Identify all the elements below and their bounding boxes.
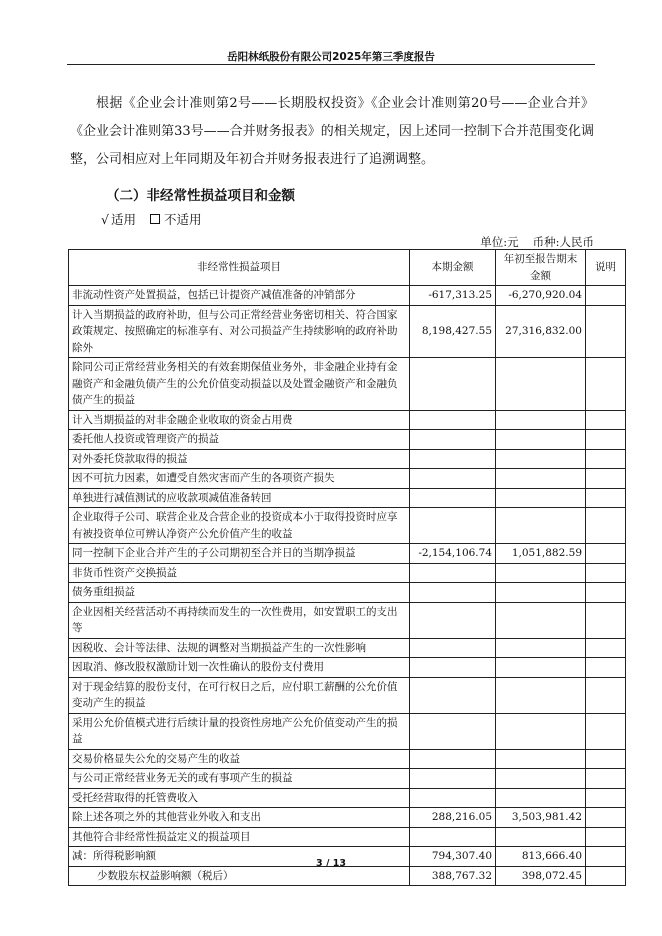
current-amount-cell: 8,198,427.55 [410, 305, 496, 358]
note-cell [586, 658, 626, 678]
current-amount-cell [410, 602, 496, 638]
current-amount-cell [410, 358, 496, 411]
page-number: 3 / 13 [316, 858, 346, 869]
note-cell [586, 469, 626, 489]
current-amount-cell: 388,767.32 [410, 866, 496, 886]
ytd-amount-cell [496, 749, 586, 769]
table-row [69, 563, 626, 583]
table-row [69, 286, 626, 306]
ytd-amount-cell [496, 638, 586, 658]
item-name-cell: 非货币性资产交换损益 [69, 563, 410, 583]
applicability-options [101, 210, 202, 228]
report-header-title: 岳阳林纸股份有限公司2025年第三季度报告 [227, 51, 435, 63]
ytd-amount-cell: 813,666.40 [496, 847, 586, 867]
note-cell [586, 583, 626, 603]
item-name-cell: 因税收、会计等法律、法规的调整对当期损益产生的一次性影响 [69, 638, 410, 658]
unit-label: 单位:元 [480, 235, 519, 249]
item-name-cell: 非流动性资产处置损益，包括已计提资产减值准备的冲销部分 [69, 286, 410, 306]
currency-label: 币种:人民币 [532, 235, 594, 249]
ytd-amount-cell: -6,270,920.04 [496, 286, 586, 306]
ytd-amount-cell [496, 827, 586, 847]
table-row [69, 544, 626, 564]
current-amount-cell: -617,313.25 [410, 286, 496, 306]
ytd-amount-cell: 398,072.45 [496, 866, 586, 886]
note-cell [586, 449, 626, 469]
table-row [69, 583, 626, 603]
table-row [69, 677, 626, 713]
current-amount-cell: -2,154,106.74 [410, 544, 496, 564]
current-amount-cell [410, 563, 496, 583]
header-item: 非经常性损益项目 [69, 250, 410, 286]
item-name-cell: 因取消、修改股权激励计划一次性确认的股份支付费用 [69, 658, 410, 678]
applicable-option [101, 210, 136, 228]
table-row [69, 658, 626, 678]
current-amount-cell [410, 410, 496, 430]
item-name-cell: 同一控制下企业合并产生的子公司期初至合并日的当期净损益 [69, 544, 410, 564]
ytd-amount-cell: 1,051,882.59 [496, 544, 586, 564]
not-applicable-option [150, 210, 202, 228]
ytd-amount-cell [496, 563, 586, 583]
item-name-cell: 对于现金结算的股份支付，在可行权日之后，应付职工薪酬的公允价值变动产生的损益 [69, 677, 410, 713]
ytd-amount-cell [496, 769, 586, 789]
note-cell [586, 602, 626, 638]
note-cell [586, 638, 626, 658]
header-divider [67, 64, 595, 65]
note-cell [586, 827, 626, 847]
current-amount-cell [410, 677, 496, 713]
check-mark-icon: √ [101, 211, 109, 227]
table-row [69, 358, 626, 411]
item-name-cell: 计入当期损益的对非金融企业收取的资金占用费 [69, 410, 410, 430]
table-body [69, 286, 626, 886]
item-name-cell: 少数股东权益影响额（税后） [69, 866, 410, 886]
note-cell [586, 769, 626, 789]
item-name-cell: 企业因相关经营活动不再持续而发生的一次性费用，如安置职工的支出等 [69, 602, 410, 638]
header-current-amount: 本期金额 [410, 250, 496, 286]
ytd-amount-cell [496, 602, 586, 638]
note-cell [586, 713, 626, 749]
table-row [69, 488, 626, 508]
table-row [69, 305, 626, 358]
table-row [69, 713, 626, 749]
item-name-cell: 交易价格显失公允的交易产生的收益 [69, 749, 410, 769]
note-cell [586, 677, 626, 713]
current-amount-cell [410, 583, 496, 603]
table-row [69, 469, 626, 489]
table-row [69, 749, 626, 769]
item-name-cell: 采用公允价值模式进行后续计量的投资性房地产公允价值变动产生的损益 [69, 713, 410, 749]
table-row [69, 769, 626, 789]
item-name-cell: 单独进行减值测试的应收款项减值准备转回 [69, 488, 410, 508]
note-cell [586, 563, 626, 583]
table-row [69, 602, 626, 638]
note-cell [586, 749, 626, 769]
current-amount-cell [410, 638, 496, 658]
table-row [69, 638, 626, 658]
ytd-amount-cell [496, 658, 586, 678]
current-amount-cell [410, 827, 496, 847]
ytd-amount-cell [496, 508, 586, 544]
not-applicable-label: 不适用 [163, 212, 202, 227]
table-row [69, 508, 626, 544]
item-name-cell: 与公司正常经营业务无关的或有事项产生的损益 [69, 769, 410, 789]
table-row [69, 827, 626, 847]
note-cell [586, 305, 626, 358]
unit-line [480, 234, 594, 250]
current-amount-cell [410, 769, 496, 789]
item-name-cell: 企业取得子公司、联营企业及合营企业的投资成本小于取得投资时应享有被投资单位可辨认净资产公允价值产生的收益 [69, 508, 410, 544]
table-header-row [69, 250, 626, 286]
note-cell [586, 410, 626, 430]
current-amount-cell [410, 488, 496, 508]
current-amount-cell [410, 658, 496, 678]
ytd-amount-cell [496, 469, 586, 489]
item-name-cell: 其他符合非经常性损益定义的损益项目 [69, 827, 410, 847]
applicable-label: 适用 [110, 212, 136, 227]
note-cell [586, 488, 626, 508]
current-amount-cell [410, 788, 496, 808]
note-cell [586, 286, 626, 306]
item-name-cell: 除同公司正常经营业务相关的有效套期保值业务外，非金融企业持有金融资产和金融负债产生的公允价值变动损益以及处置金融资产和金融负债产生的损益 [69, 358, 410, 411]
note-cell [586, 788, 626, 808]
non-recurring-items-table [68, 249, 626, 886]
current-amount-cell [410, 508, 496, 544]
header-ytd-amount: 年初至报告期末金额 [496, 250, 586, 286]
ytd-amount-cell [496, 788, 586, 808]
item-name-cell: 委托他人投资或管理资产的损益 [69, 430, 410, 450]
ytd-amount-cell [496, 677, 586, 713]
current-amount-cell [410, 449, 496, 469]
current-amount-cell: 288,216.05 [410, 808, 496, 828]
table-row [69, 449, 626, 469]
ytd-amount-cell: 27,316,832.00 [496, 305, 586, 358]
table-row [69, 430, 626, 450]
current-amount-cell [410, 469, 496, 489]
ytd-amount-cell [496, 583, 586, 603]
item-name-cell: 对外委托贷款取得的损益 [69, 449, 410, 469]
note-cell [586, 808, 626, 828]
section-heading: （二）非经常性损益项目和金额 [106, 188, 295, 204]
ytd-amount-cell [496, 410, 586, 430]
note-cell [586, 508, 626, 544]
empty-checkbox-icon [150, 214, 160, 224]
ytd-amount-cell [496, 488, 586, 508]
note-cell [586, 430, 626, 450]
current-amount-cell [410, 713, 496, 749]
item-name-cell: 受托经营取得的托管费收入 [69, 788, 410, 808]
table-row [69, 410, 626, 430]
note-cell [586, 544, 626, 564]
item-name-cell: 债务重组损益 [69, 583, 410, 603]
item-name-cell: 除上述各项之外的其他营业外收入和支出 [69, 808, 410, 828]
note-cell [586, 358, 626, 411]
ytd-amount-cell [496, 358, 586, 411]
ytd-amount-cell [496, 430, 586, 450]
current-amount-cell [410, 749, 496, 769]
ytd-amount-cell [496, 713, 586, 749]
item-name-cell: 计入当期损益的政府补助，但与公司正常经营业务密切相关、符合国家政策规定、按照确定的标准享有、对公司损益产生持续影响的政府补助除外 [69, 305, 410, 358]
intro-paragraph: 根据《企业会计准则第2号——长期股权投资》《企业会计准则第20号——企业合并》《企业会计准则第33号——合并财务报表》的相关规定，因上述同一控制下合并范围变化调整，公司相应对上年同期及年初合并财务报表进行了追溯调整。 [70, 96, 594, 167]
table-row [69, 808, 626, 828]
table-row [69, 788, 626, 808]
ytd-amount-cell: 3,503,981.42 [496, 808, 586, 828]
header-note: 说明 [586, 250, 626, 286]
current-amount-cell: 794,307.40 [410, 847, 496, 867]
current-amount-cell [410, 430, 496, 450]
item-name-cell: 减：所得税影响额 [69, 847, 410, 867]
ytd-amount-cell [496, 449, 586, 469]
item-name-cell: 因不可抗力因素，如遭受自然灾害而产生的各项资产损失 [69, 469, 410, 489]
